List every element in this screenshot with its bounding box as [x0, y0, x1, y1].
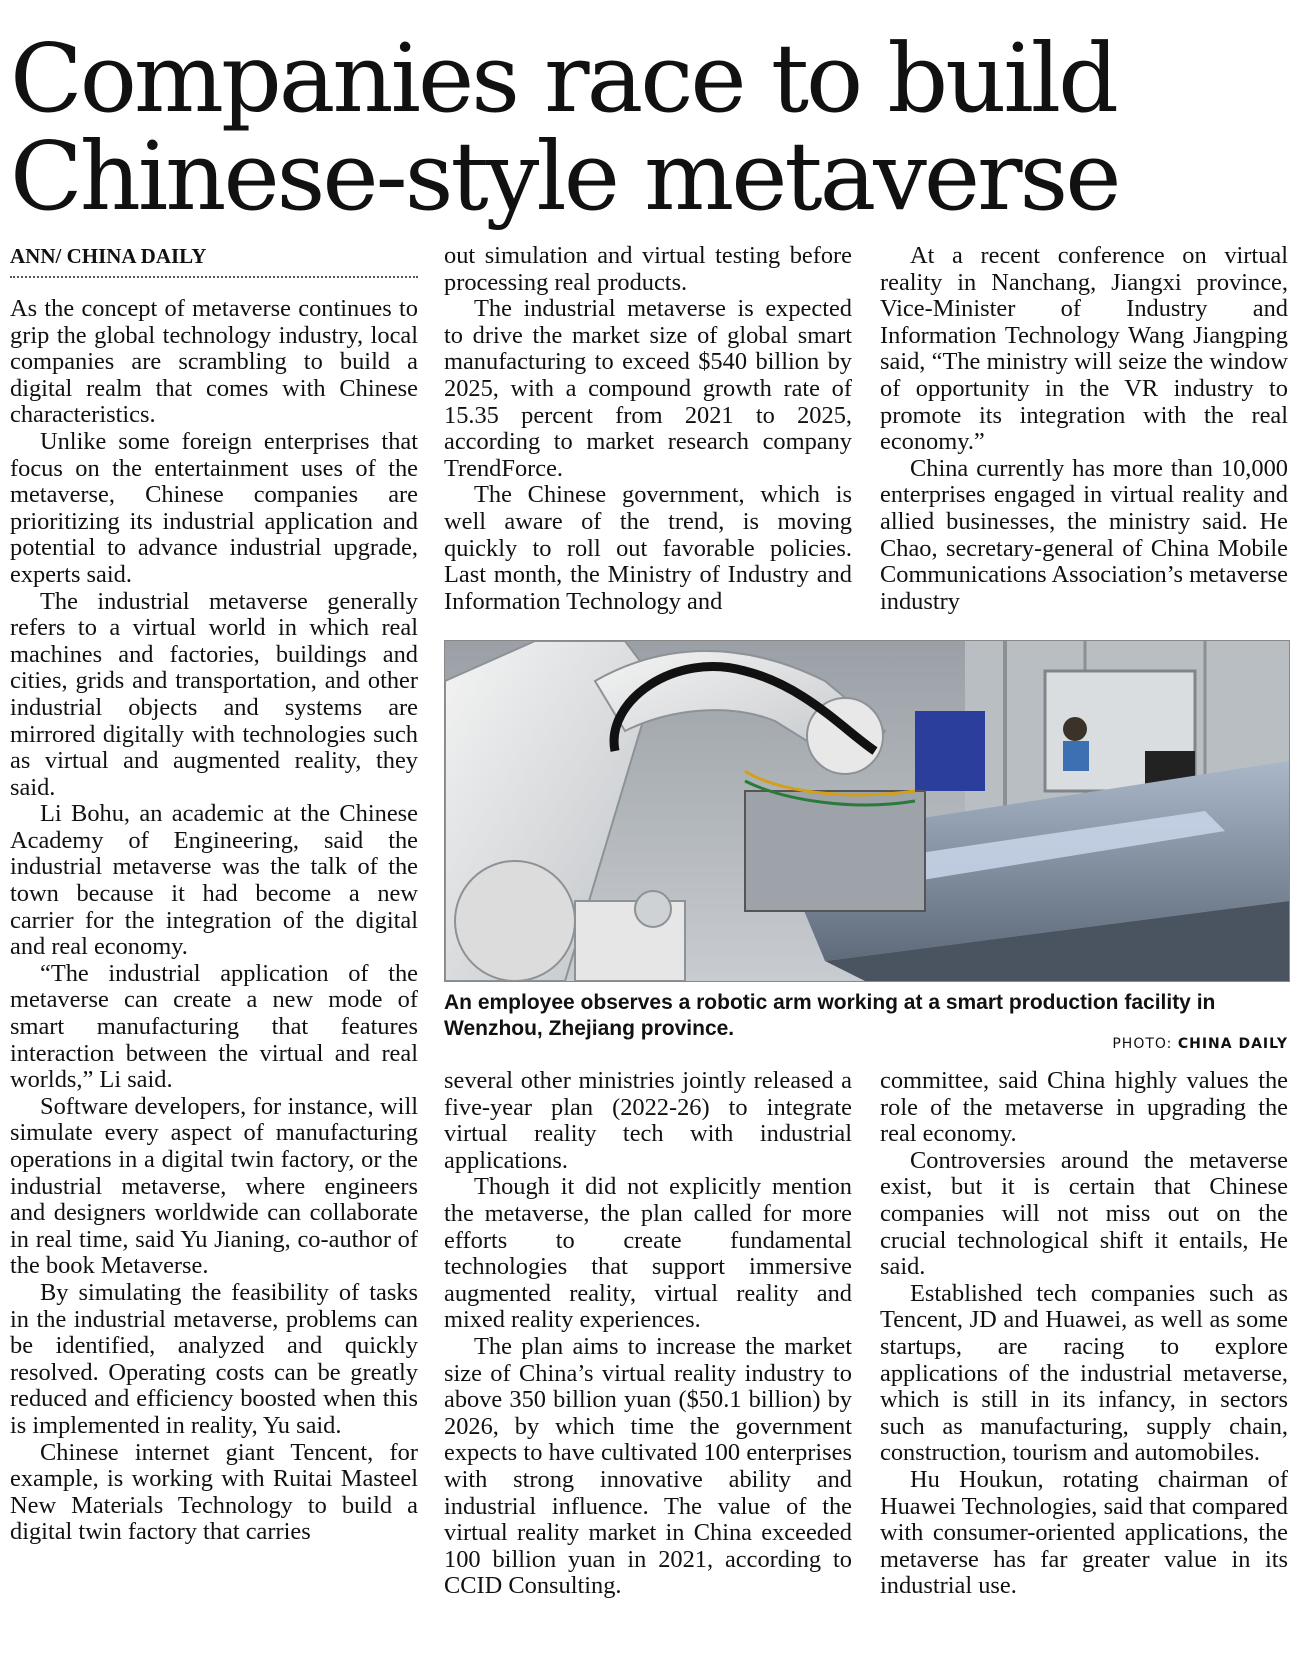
paragraph: “The industrial application of the metaverse can create a new mode of smart manufacturing that features interaction between the virtual and real worlds,” Li said. — [10, 959, 418, 1094]
paragraph: The Chinese government, which is well aware of the trend, is moving quickly to roll out favorable policies. Last month, the Ministry of Industry and Information Technology and — [444, 481, 852, 615]
paragraph: Chinese internet giant Tencent, for example, is working with Ruitai Masteel New Materials Technology to build a digital twin factory that carries — [10, 1438, 418, 1546]
article-column-2-top — [444, 243, 852, 613]
paragraph: The plan aims to increase the market size of China’s virtual reality industry to above 350 billion yuan ($50.1 billion) by 2026, by which time the government expects to have cultivated 100 enterprises with strong innovative ability and industrial influence. The value of the virtual reality market in China exceeded 100 billion yuan in 2021, according to CCID Consulting. — [444, 1332, 852, 1600]
article-column-1 — [10, 296, 418, 1636]
paragraph: The industrial metaverse is expected to drive the market size of global smart manufacturing to exceed $540 billion by 2025, with a compound growth rate of 15.35 percent from 2021 to 2025, according to market research company TrendForce. — [444, 295, 852, 482]
photo-caption: An employee observes a robotic arm working at a smart production facility in Wenzhou, Zhejiang province. — [444, 991, 1216, 1040]
headline-line-1: Companies race to build — [10, 24, 1116, 134]
paragraph: China currently has more than 10,000 enterprises engaged in virtual reality and allied businesses, the ministry said. He Chao, secretary-general of China Mobile Communications Association’s metaverse industry — [880, 454, 1288, 615]
paragraph: Hu Houkun, rotating chairman of Huawei Technologies, said that compared with consumer-oriented applications, the metaverse has far greater value in its industrial use. — [880, 1465, 1288, 1600]
paragraph: At a recent conference on virtual reality in Nanchang, Jiangxi province, Vice-Minister of Industry and Information Technology Wang Jiangping said, “The ministry will seize the window of opportunity in the VR industry to promote its integration with the real economy.” — [880, 242, 1288, 456]
byline: ANN/ CHINA DAILY — [10, 244, 418, 278]
paragraph: committee, said China highly values the role of the metaverse in upgrading the real economy. — [880, 1067, 1288, 1148]
headline — [10, 24, 1250, 232]
paragraph: Though it did not explicitly mention the metaverse, the plan called for more efforts to create fundamental technologies that support immersive augmented reality, virtual reality and mixed reality experiences. — [444, 1173, 852, 1334]
paragraph: The industrial metaverse generally refers to a virtual world in which real machines and factories, buildings and cities, grids and transportation, and other industrial objects and systems are mirrored digitally with technologies such as virtual and augmented reality, they said. — [10, 587, 418, 801]
paragraph: By simulating the feasibility of tasks in the industrial metaverse, problems can be identified, analyzed and quickly resolved. Operating costs can be greatly reduced and efficiency boosted when this is implemented in reality, Yu said. — [10, 1278, 418, 1439]
paragraph: Controversies around the metaverse exist, but it is certain that Chinese companies will not miss out on the crucial technological shift it entails, He said. — [880, 1146, 1288, 1281]
article-column-2-bottom — [444, 1068, 852, 1638]
headline-line-2: Chinese-style metaverse — [10, 122, 1119, 232]
paragraph: Established tech companies such as Tencent, JD and Huawei, as well as some startups, are racing to explore applications of the industrial metaverse, which is still in its infancy, in sectors such as manufacturing, supply chain, construction, tourism and automobiles. — [880, 1279, 1288, 1467]
article-column-3-bottom — [880, 1068, 1288, 1638]
paragraph: Software developers, for instance, will simulate every aspect of manufacturing operations in a digital twin factory, or the industrial metaverse, where engineers and designers worldwide can collaborate in real time, said Yu Jianing, co-author of the book Metaverse. — [10, 1092, 418, 1280]
paragraph: several other ministries jointly released a five-year plan (2022-26) to integrate virtual reality tech with industrial applications. — [444, 1067, 852, 1174]
paragraph: As the concept of metaverse continues to grip the global technology industry, local companies are scrambling to build a digital realm that comes with Chinese characteristics. — [10, 295, 418, 429]
paragraph: Unlike some foreign enterprises that focus on the entertainment uses of the metaverse, Chinese companies are prioritizing its industrial application and potential to advance industrial upgrade, experts said. — [10, 427, 418, 588]
article-column-3-top — [880, 243, 1288, 613]
photo-credit-agency: CHINA DAILY — [1177, 1036, 1288, 1052]
paragraph: out simulation and virtual testing before processing real products. — [444, 242, 852, 296]
photo-credit — [1112, 1036, 1288, 1052]
robotic-arm-factory-image — [445, 641, 1289, 981]
article-photo — [444, 640, 1290, 982]
paragraph: Li Bohu, an academic at the Chinese Academy of Engineering, said the industrial metaverse was the talk of the town because it had become a new carrier for the integration of the digital and real economy. — [10, 800, 418, 961]
photo-credit-label: PHOTO: — [1112, 1036, 1173, 1052]
